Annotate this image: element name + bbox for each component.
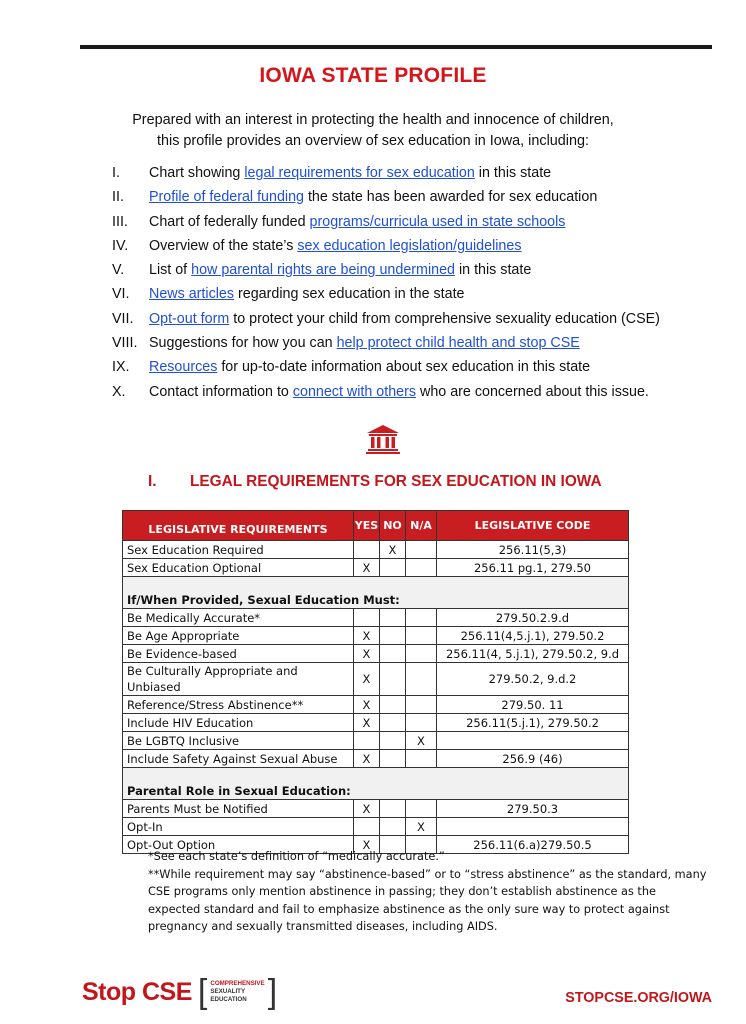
table-row <box>123 559 629 577</box>
yes-cell: X <box>354 645 380 663</box>
requirement-cell: Parents Must be Notified <box>123 800 354 818</box>
na-cell: X <box>406 818 437 836</box>
toc-link[interactable]: legal requirements for sex education <box>244 165 475 181</box>
toc-text-after: in this state <box>474 165 552 181</box>
requirements-table <box>122 510 629 854</box>
intro-line-2: this profile provides an overview of sex education in Iowa, including: <box>157 133 589 149</box>
toc-number: IV. <box>112 237 129 254</box>
footer-url[interactable]: STOPCSE.ORG/IOWA <box>565 990 712 1006</box>
na-cell <box>406 541 437 559</box>
page-title: IOWA STATE PROFILE <box>259 64 487 87</box>
na-cell <box>406 627 437 645</box>
toc-text-after: regarding sex education in the state <box>234 286 465 303</box>
toc-text-after: to protect your child from comprehensive sexuality education (CSE) <box>229 310 660 327</box>
table-spacer-row <box>123 768 629 783</box>
toc-link[interactable]: connect with others <box>292 383 417 400</box>
toc-link[interactable]: how parental rights are being undermined <box>191 262 455 279</box>
toc-link[interactable]: help protect child health and stop CSE <box>336 335 580 352</box>
logo-word-1: COMPREHENSIVE <box>210 980 265 987</box>
section-numeral: I. <box>148 473 157 490</box>
legislative-code-cell: 256.11(5.j.1), 279.50.2 <box>437 714 629 732</box>
yes-cell <box>354 732 380 750</box>
footnote-abstinence: **While requirement may say “abstinence-based” or to “stress abstinence” as the standard, many CSE programs only mention abstinence in passing; they don’t establish abstinence as the expected standard and fail to emphasize abstinence as the only sure way to protect against pregnancy and sexually transmitted diseases, including AIDS. <box>148 867 707 934</box>
toc-number: III. <box>112 213 128 230</box>
legislative-code-cell: 256.11(4, 5.j.1), 279.50.2, 9.d <box>437 645 629 663</box>
toc-number: V. <box>112 262 125 279</box>
section-heading <box>148 473 602 491</box>
na-cell <box>406 663 437 696</box>
toc-link[interactable]: sex education legislation/guidelines <box>297 237 522 254</box>
toc-number: I. <box>112 165 120 181</box>
toc-number: X. <box>112 383 126 400</box>
no-cell <box>380 818 406 836</box>
table-row <box>123 750 629 768</box>
legislative-code-cell: 256.11(4,5.j.1), 279.50.2 <box>437 627 629 645</box>
toc-item <box>112 286 722 310</box>
intro-paragraph <box>0 110 746 152</box>
toc-item <box>112 262 722 286</box>
toc-text-after: the state has been awarded for sex education <box>303 189 598 206</box>
header-legislative-code: LEGISLATIVE CODE <box>437 511 629 541</box>
toc-number: VII. <box>112 310 134 327</box>
legislative-code-cell: 256.9 (46) <box>437 750 629 768</box>
yes-cell: X <box>354 696 380 714</box>
yes-cell <box>354 541 380 559</box>
toc-text-after: in this state <box>455 262 532 279</box>
toc-text-before: Chart showing <box>149 165 245 181</box>
requirement-cell: Be LGBTQ Inclusive <box>123 732 354 750</box>
na-cell <box>406 559 437 577</box>
yes-cell: X <box>354 836 380 854</box>
table-row <box>123 663 629 696</box>
toc-text-before: Suggestions for how you can <box>149 335 337 352</box>
toc-text-after: for up-to-date information about sex education in this state <box>217 359 591 376</box>
toc-link[interactable]: Resources <box>149 359 218 376</box>
footnote-medically-accurate: *See each state’s definition of “medically accurate.” <box>148 850 445 863</box>
requirement-cell: Opt-Out Option <box>123 836 354 854</box>
no-cell <box>380 559 406 577</box>
requirement-cell: Sex Education Optional <box>123 559 354 577</box>
toc-text-before: Overview of the state’s <box>149 237 298 254</box>
na-cell: X <box>406 732 437 750</box>
logo-bracket-right: ] <box>267 973 278 1011</box>
table-row <box>123 627 629 645</box>
toc-number: VI. <box>112 286 130 303</box>
table-section-label: If/When Provided, Sexual Education Must: <box>123 591 629 609</box>
yes-cell: X <box>354 714 380 732</box>
stop-cse-logo <box>82 972 277 1012</box>
no-cell <box>380 609 406 627</box>
table-row <box>123 645 629 663</box>
requirement-cell: Be Age Appropriate <box>123 627 354 645</box>
toc-item <box>112 238 722 262</box>
no-cell <box>380 732 406 750</box>
table-of-contents <box>112 165 722 408</box>
legislative-code-cell <box>437 732 629 750</box>
toc-item <box>112 335 722 359</box>
no-cell <box>380 800 406 818</box>
requirement-cell: Include Safety Against Sexual Abuse <box>123 750 354 768</box>
table-section-label: Parental Role in Sexual Education: <box>123 782 629 800</box>
table-row <box>123 696 629 714</box>
legislative-code-cell: 279.50.3 <box>437 800 629 818</box>
logo-bracket-left: [ <box>197 973 208 1011</box>
na-cell <box>406 696 437 714</box>
yes-cell: X <box>354 627 380 645</box>
toc-item <box>112 311 722 335</box>
na-cell <box>406 714 437 732</box>
intro-line-1: Prepared with an interest in protecting the health and innocence of children, <box>132 112 614 128</box>
logo-subtitle <box>210 980 264 1004</box>
yes-cell <box>354 818 380 836</box>
logo-word-3: EDUCATION <box>210 996 247 1003</box>
legislative-code-cell: 256.11(5,3) <box>437 541 629 559</box>
table-row <box>123 714 629 732</box>
table-row <box>123 800 629 818</box>
na-cell <box>406 800 437 818</box>
no-cell <box>380 663 406 696</box>
no-cell: X <box>380 541 406 559</box>
requirement-cell: Be Culturally Appropriate and Unbiased <box>123 663 354 696</box>
legislative-code-cell: 279.50.2.9.d <box>437 609 629 627</box>
na-cell <box>406 609 437 627</box>
toc-item <box>112 189 722 213</box>
header-yes: YES <box>354 511 380 541</box>
yes-cell <box>354 609 380 627</box>
header-requirements: LEGISLATIVE REQUIREMENTS <box>123 511 354 541</box>
yes-cell: X <box>354 559 380 577</box>
header-no: NO <box>380 511 406 541</box>
table-section-row <box>123 782 629 800</box>
toc-text-before: Chart of federally funded <box>149 213 310 230</box>
toc-number: VIII. <box>112 335 138 352</box>
requirement-cell: Include HIV Education <box>123 714 354 732</box>
toc-item <box>112 384 722 408</box>
legislative-code-cell <box>437 818 629 836</box>
section-title: LEGAL REQUIREMENTS FOR SEX EDUCATION IN IOWA <box>190 473 602 490</box>
requirement-cell: Be Evidence-based <box>123 645 354 663</box>
toc-text-before: List of <box>149 262 192 279</box>
no-cell <box>380 696 406 714</box>
toc-item <box>112 165 722 189</box>
top-rule <box>80 45 712 49</box>
logo-word-2: SEXUALITY <box>210 988 246 995</box>
table-header-row <box>123 511 629 541</box>
toc-item <box>112 214 722 238</box>
legislative-code-cell: 279.50.2, 9.d.2 <box>437 663 629 696</box>
requirement-cell: Reference/Stress Abstinence** <box>123 696 354 714</box>
no-cell <box>380 627 406 645</box>
legislative-code-cell: 256.11 pg.1, 279.50 <box>437 559 629 577</box>
table-row <box>123 818 629 836</box>
no-cell <box>380 645 406 663</box>
table-section-row <box>123 591 629 609</box>
toc-text-before: Contact information to <box>149 383 293 400</box>
toc-link[interactable]: News articles <box>149 286 235 303</box>
na-cell <box>406 645 437 663</box>
requirement-cell: Sex Education Required <box>123 541 354 559</box>
header-na: N/A <box>406 511 437 541</box>
toc-item <box>112 359 722 383</box>
yes-cell: X <box>354 663 380 696</box>
toc-number: II. <box>112 189 124 206</box>
logo-wordmark: Stop CSE <box>82 977 192 1006</box>
table-row <box>123 609 629 627</box>
no-cell <box>380 714 406 732</box>
requirement-cell: Be Medically Accurate* <box>123 609 354 627</box>
no-cell <box>380 750 406 768</box>
legislative-code-cell: 279.50. 11 <box>437 696 629 714</box>
courthouse-icon <box>366 424 400 459</box>
yes-cell: X <box>354 800 380 818</box>
yes-cell: X <box>354 750 380 768</box>
toc-link[interactable]: programs/curricula used in state schools <box>309 213 566 230</box>
toc-text-after: who are concerned about this issue. <box>416 383 649 400</box>
legislative-code-cell: 256.11(6.a)279.50.5 <box>437 836 629 854</box>
table-spacer-row <box>123 577 629 592</box>
toc-link[interactable]: Opt-out form <box>149 310 230 327</box>
table-row <box>123 541 629 559</box>
toc-number: IX. <box>112 359 130 376</box>
na-cell <box>406 750 437 768</box>
table-row <box>123 732 629 750</box>
requirement-cell: Opt-In <box>123 818 354 836</box>
toc-link[interactable]: Profile of federal funding <box>149 189 304 206</box>
footnotes <box>148 848 708 936</box>
